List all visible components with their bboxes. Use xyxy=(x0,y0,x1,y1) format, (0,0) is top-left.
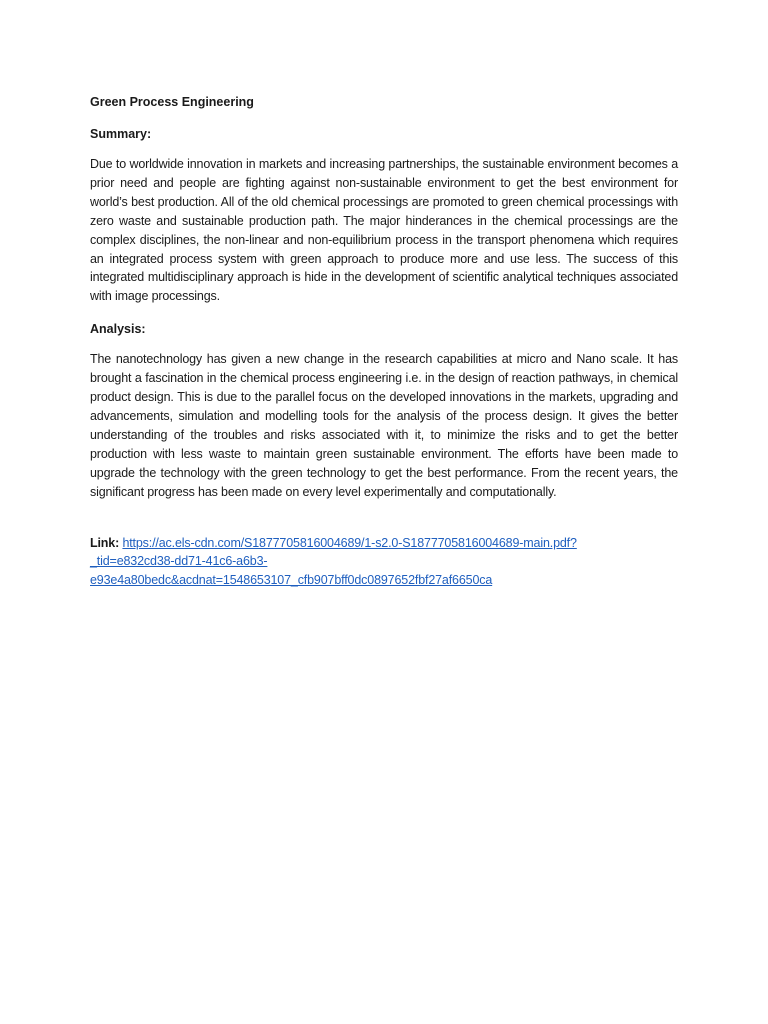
document-title: Green Process Engineering xyxy=(90,95,254,109)
source-link-line-1[interactable]: https://ac.els-cdn.com/S1877705816004689/1-s2.0-S1877705816004689-main.pdf? xyxy=(122,535,577,550)
link-label: Link: xyxy=(90,535,123,550)
document-page xyxy=(90,93,678,590)
analysis-paragraph: The nanotechnology has given a new change in the research capabilities at micro and Nano scale. It has brought a fascination in the chemical process engineering i.e. in the design of reaction pathways, in chemical product design. This is due to the parallel focus on the developed innovations in the markets, upgrading and advancements, simulation and modelling tools for the analysis of the process design. It gives the better understanding of the troubles and risks associated with it, to minimize the risks and to get the better production with less waste to maintain green sustainable environment. The efforts have been made to upgrade the technology with the green technology to get the best performance. From the recent years, the significant progress has been made on every level experimentally and computationally. xyxy=(90,352,678,499)
summary-heading: Summary: xyxy=(90,127,152,141)
analysis-heading: Analysis: xyxy=(90,322,146,337)
source-link-line-2[interactable]: _tid=e832cd38-dd71-41c6-a6b3- xyxy=(90,554,268,569)
summary-paragraph: Due to worldwide innovation in markets and increasing partnerships, the sustainable environment becomes a prior need and people are fighting against non-sustainable environment to get the best environment for world’s best production. All of the old chemical processings are promoted to green chemical processings with zero waste and sustainable production path. The major hinderances in the chemical processings are the complex disciplines, the non-linear and non-equilibrium process in the transport phenomena which requires an integrated process system with green approach to produce more and use less. The success of this integrated multidisciplinary approach is hide in the development of scientific analytical techniques associated with image processings. xyxy=(90,157,678,304)
source-link-line-3[interactable]: e93e4a80bedc&acdnat=1548653107_cfb907bff0dc0897652fbf27af6650ca xyxy=(90,573,493,588)
link-block xyxy=(90,534,678,591)
